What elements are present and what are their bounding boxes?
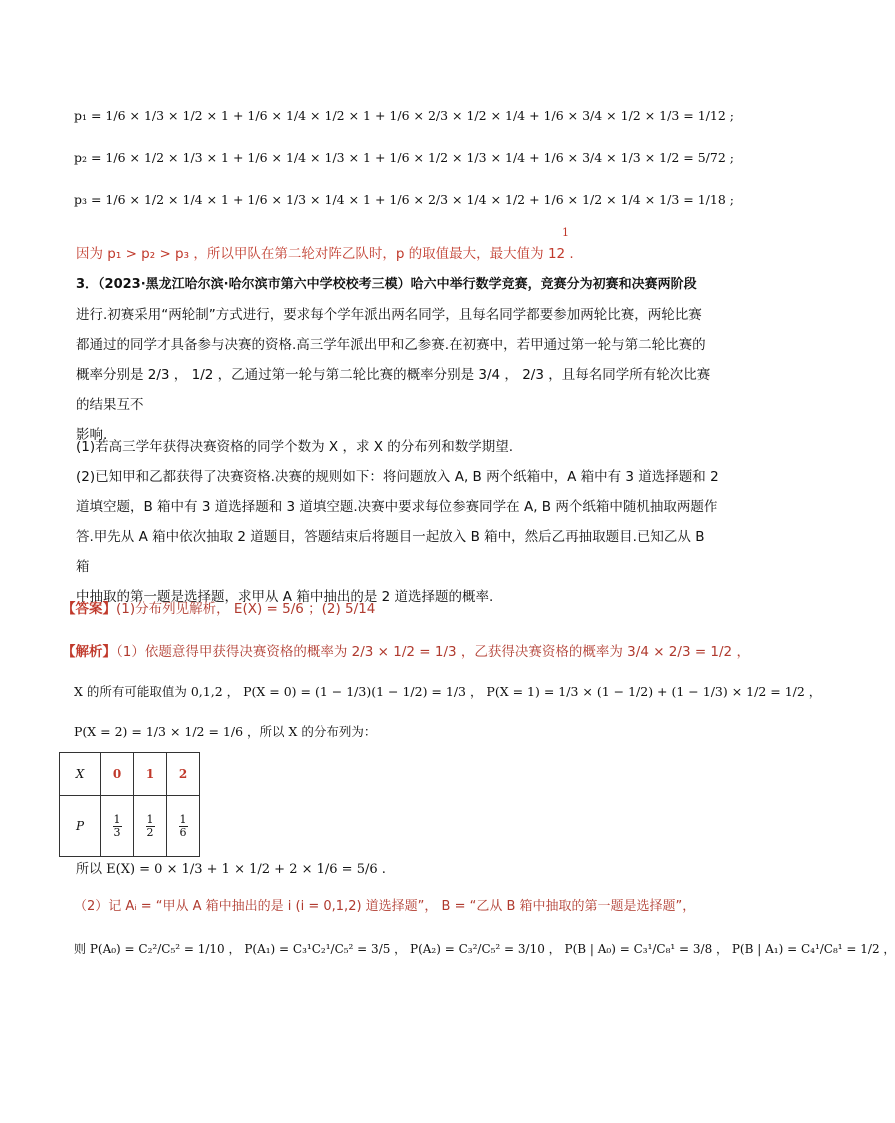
- table-header-2: 2: [167, 753, 200, 796]
- table-cell-p2: [167, 796, 200, 857]
- solution-line-2: X 的所有可能取值为 0,1,2 ， P(X = 0) = (1 − 1/3)(1 − 1/2) = 1/3 ， P(X = 1) = 1/3 × (1 − 1/2) + (1 − 1/3) × 1/2 = 1/2 ，: [74, 684, 822, 699]
- p2-numerator: 1: [179, 812, 187, 826]
- table-cell-p0: [101, 796, 134, 857]
- solution-line-3: P(X = 2) = 1/3 × 1/2 = 1/6 ，所以 X 的分布列为：: [74, 724, 377, 739]
- table-header-1: 1: [134, 753, 167, 796]
- solution-text-1: （1）依题意得甲获得决赛资格的概率为 2/3 × 1/2 = 1/3 ，乙获得决赛资格的概率为 3/4 × 2/3 = 1/2 ，: [116, 644, 750, 660]
- table-row-label: P: [60, 796, 101, 857]
- answer-text: (1)分布列见解析， E(X) = 5/6 ；(2) 5/14: [116, 601, 376, 617]
- question-2-line-4: 中抽取的第一题是选择题，求甲从 A 箱中抽出的是 2 道选择题的概率.: [76, 589, 494, 605]
- table-header-x: X: [60, 753, 101, 796]
- table-probability-row: [60, 796, 200, 857]
- p2-denominator: 6: [179, 825, 187, 839]
- p1-denominator: 2: [146, 825, 154, 839]
- max-value-numerator: 1: [562, 226, 569, 239]
- question-2-line-1: (2)已知甲和乙都获得了决赛资格.决赛的规则如下：将问题放入 A, B 两个纸箱中，A 箱中有 3 道选择题和 2: [76, 469, 719, 485]
- answer-tag: 【答案】: [62, 601, 116, 617]
- part2-line-2: 则 P(A₀) = C₂²/C₅² = 1/10 ， P(A₁) = C₃¹C₂¹/C₅² = 3/5 ， P(A₂) = C₃²/C₅² = 3/10 ， P(B | A₀) = C₃¹/C₈¹ = 3/8 ， P(B | A₁) = C₄¹/C₈¹ = 1/2 ，: [74, 942, 895, 956]
- table-cell-p1: [134, 796, 167, 857]
- conclusion-line: 因为 p₁ > p₂ > p₃ ，所以甲队在第二轮对阵乙队时，p 的取值最大，最大值为 12 .: [76, 246, 574, 262]
- problem-line-5: 影响.: [76, 427, 108, 443]
- formula-p1: p₁ = 1/6 × 1/3 × 1/2 × 1 + 1/6 × 1/4 × 1/2 × 1 + 1/6 × 2/3 × 1/2 × 1/4 + 1/6 × 3/4 × 1/2 × 1/3 = 1/12 ;: [74, 108, 734, 123]
- expectation-line: 所以 E(X) = 0 × 1/3 + 1 × 1/2 + 2 × 1/6 = 5/6 .: [76, 862, 386, 877]
- problem-line-2: 进行.初赛采用“两轮制”方式进行，要求每个学年派出两名同学，且每名同学都要参加两轮比赛，两轮比赛: [76, 307, 702, 323]
- problem-3: [76, 270, 722, 450]
- part2-line-1: （2）记 Aᵢ = “甲从 A 箱中抽出的是 i (i = 0,1,2) 道选择题”， B = “乙从 B 箱中抽取的第一题是选择题”，: [74, 899, 696, 914]
- solution-line-1: [62, 640, 750, 660]
- problem-line-1: 3．（2023·黑龙江哈尔滨·哈尔滨市第六中学校校考三模）哈六中举行数学竞赛，竞赛分为初赛和决赛两阶段: [76, 277, 697, 292]
- problem-line-3: 都通过的同学才具备参与决赛的资格.高三学年派出甲和乙参赛.在初赛中，若甲通过第一轮与第二轮比赛的: [76, 337, 706, 353]
- problem-questions: [76, 432, 722, 612]
- answer-block: [62, 597, 375, 617]
- formula-p2: p₂ = 1/6 × 1/2 × 1/3 × 1 + 1/6 × 1/4 × 1/3 × 1 + 1/6 × 1/2 × 1/3 × 1/4 + 1/6 × 3/4 × 1/3 × 1/2 = 5/72 ;: [74, 150, 734, 165]
- p0-numerator: 1: [113, 812, 121, 826]
- distribution-table: [59, 752, 200, 857]
- solution-tag: 【解析】: [62, 644, 116, 660]
- table-header-0: 0: [101, 753, 134, 796]
- table-header-row: [60, 753, 200, 796]
- formula-p3: p₃ = 1/6 × 1/2 × 1/4 × 1 + 1/6 × 1/3 × 1/4 × 1 + 1/6 × 2/3 × 1/4 × 1/2 + 1/6 × 1/2 × 1/4 × 1/3 = 1/18 ;: [74, 192, 734, 207]
- p0-denominator: 3: [113, 825, 121, 839]
- problem-line-4: 概率分别是 2/3 ， 1/2 ，乙通过第一轮与第二轮比赛的概率分别是 3/4 ， 2/3 ，且每名同学所有轮次比赛的结果互不: [76, 367, 711, 413]
- p1-numerator: 1: [146, 812, 154, 826]
- question-2-line-3: 答.甲先从 A 箱中依次抽取 2 道题目，答题结束后将题目一起放入 B 箱中，然后乙再抽取题目.已知乙从 B 箱: [76, 529, 705, 575]
- question-1: (1)若高三学年获得决赛资格的同学个数为 X ，求 X 的分布列和数学期望.: [76, 439, 514, 455]
- question-2-line-2: 道填空题，B 箱中有 3 道选择题和 3 道填空题.决赛中要求每位参赛同学在 A, B 两个纸箱中随机抽取两题作: [76, 499, 718, 515]
